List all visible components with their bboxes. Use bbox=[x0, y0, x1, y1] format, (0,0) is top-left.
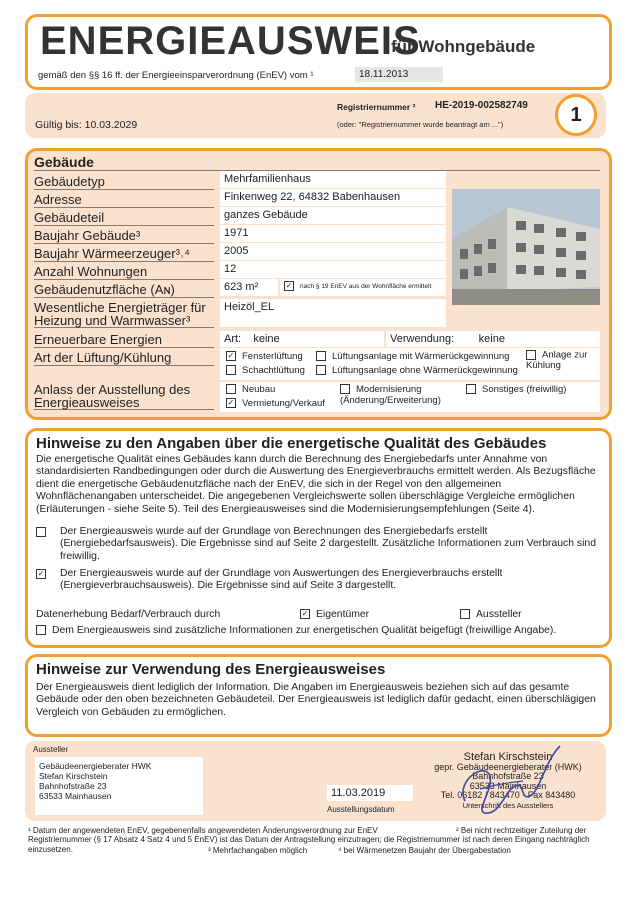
checkbox-new-building[interactable] bbox=[226, 384, 236, 394]
valid-until: Gültig bis: 10.03.2029 bbox=[35, 119, 138, 131]
option-issuer[interactable] bbox=[460, 609, 522, 620]
stamp-line: gepr. Gebäudeenergieberater (HWK) bbox=[434, 761, 582, 772]
option-shaft-ventilation[interactable] bbox=[226, 364, 305, 378]
option-no-heat-recovery-text: Lüftungsanlage ohne Wärmerückgewinnung bbox=[332, 365, 518, 376]
checkbox-consumption-certificate[interactable] bbox=[36, 569, 52, 580]
issuer-line: Stefan Kirschstein bbox=[39, 771, 108, 781]
renewable-type bbox=[220, 331, 384, 347]
option-new-building-text: Neubau bbox=[242, 384, 276, 395]
checkbox-demand-certificate[interactable] bbox=[36, 527, 52, 538]
building-photo bbox=[452, 189, 600, 305]
checkbox-demand-box bbox=[36, 527, 46, 537]
checkbox-other[interactable] bbox=[466, 384, 476, 394]
checkbox-owner[interactable]: ✓ bbox=[301, 609, 309, 619]
option-extra-info-text: Dem Energieausweis sind zusätzliche Informationen zur energetischen Qualität beigefügt (freiwillige Angabe). bbox=[52, 625, 557, 636]
law-reference: gemäß den §§ 16 ff. der Energieeinsparverordnung (EnEV) vom ¹ bbox=[38, 70, 314, 81]
registration-band bbox=[25, 93, 606, 138]
option-shaft-ventilation-text: Schachtlüftung bbox=[242, 365, 305, 376]
stamp-line: Bahnhofstraße 23 bbox=[472, 771, 544, 781]
value-floor-area: 623 m² bbox=[220, 279, 278, 296]
label-year-built: Baujahr Gebäude³ bbox=[34, 229, 214, 244]
issue-date: 11.03.2019 bbox=[327, 785, 413, 801]
issuer-address bbox=[35, 757, 203, 815]
renewable-use-label: Verwendung: bbox=[390, 333, 455, 345]
registration-note: (oder: "Registriernummer wurde beantragt am ...") bbox=[337, 120, 504, 129]
label-year-heater: Baujahr Wärmeerzeuger³˒⁴ bbox=[34, 247, 214, 262]
issue-date-label: Ausstellungsdatum bbox=[327, 805, 395, 814]
option-window-ventilation[interactable] bbox=[226, 350, 303, 364]
option-owner-text: Eigentümer bbox=[316, 609, 370, 620]
label-renewables: Erneuerbare Energien bbox=[34, 333, 214, 348]
checkbox-consumption-box: ✓ bbox=[37, 569, 45, 579]
checkbox-rent-sale[interactable]: ✓ bbox=[227, 398, 235, 408]
usage-title: Hinweise zur Verwendung des Energieausweises bbox=[36, 661, 386, 678]
stamp-line: 63533 Mainhausen bbox=[469, 780, 547, 791]
issuer-label: Aussteller bbox=[33, 745, 69, 754]
value-year-built: 1971 bbox=[220, 225, 446, 242]
issuer-line: Gebäudeenergieberater HWK bbox=[39, 761, 152, 771]
hints-paragraph: Die energetische Qualität eines Gebäudes kann durch die Berechnung des Energiebedarfs unter Annahme von standardisierten Randbedingungen oder durch die Auswertung des Energieverbrauchs ermittelt werden. Als Bezugsfläche dient die energetische Gebäudenutzfläche nach der EnEV, die sich in der Regel von den allgemeinen Wohnflächenangaben unterscheidet. Die angegebenen Vergleichswerte sollen überschlägige Vergleiche ermöglichen (Erläuterungen - siehe Seite 5). Teil des Energieausweises sind die Modernisierungsempfehlungen (Seite 4). bbox=[36, 454, 596, 515]
signature-label: Unterschrift des Ausstellers bbox=[462, 800, 554, 810]
data-collection-label: Datenerhebung Bedarf/Verbrauch durch bbox=[36, 609, 221, 620]
option-modernisation[interactable] bbox=[340, 384, 460, 406]
option-heat-recovery[interactable] bbox=[316, 350, 509, 364]
renewable-type-value: keine bbox=[253, 333, 280, 345]
option-rent-sale-text: Vermietung/Verkauf bbox=[242, 398, 325, 409]
option-extra-info[interactable] bbox=[36, 625, 556, 636]
value-building-type: Mehrfamilienhaus bbox=[220, 171, 446, 188]
option-cooling-text: Anlage zur Kühlung bbox=[526, 349, 588, 371]
option-new-building[interactable] bbox=[226, 384, 275, 395]
hints-section bbox=[25, 428, 612, 648]
usage-paragraph: Der Energieausweis dient lediglich der Information. Die Angaben im Energieausweis beziehen sich auf das gesamte Gebäude oder den oben bezeichneten Gebäudeteil. Der Energieausweis ist lediglich dafür gedacht, einen überschlägigen Vergleich von Gebäuden zu ermöglichen. bbox=[36, 682, 596, 718]
renewable-use bbox=[386, 331, 600, 347]
ventilation-options bbox=[220, 348, 600, 380]
option-rent-sale[interactable] bbox=[226, 398, 325, 409]
checkbox-issuer[interactable] bbox=[460, 609, 470, 619]
option-owner[interactable] bbox=[300, 609, 369, 620]
issuer-section bbox=[25, 741, 606, 821]
value-building-part: ganzes Gebäude bbox=[220, 207, 446, 224]
checkbox-area-calc[interactable]: ✓ bbox=[285, 281, 293, 291]
option-cooling[interactable] bbox=[526, 350, 596, 371]
registration-number: HE-2019-002582749 bbox=[435, 100, 528, 111]
option-heat-recovery-text: Lüftungsanlage mit Wärmerückgewinnung bbox=[332, 351, 510, 362]
checkbox-cooling[interactable] bbox=[526, 350, 536, 360]
footnote-2-wrapped bbox=[28, 826, 606, 854]
document-title: ENERGIEAUSWEIS bbox=[40, 19, 421, 63]
footnote-2-text: ² Bei nicht rechtzeitiger Zuteilung der Registriernummer (§ 17 Absatz 4 Satz 4 und 5 EnEV) ist das Datum der Antragstellung einzutragen; die Registriernummer ist nach deren Eingang nachträglich einzusetzen. bbox=[28, 826, 590, 854]
checkbox-no-heat-recovery[interactable] bbox=[316, 365, 326, 375]
label-reason: Anlass der Ausstellung des Energieausweises bbox=[34, 383, 214, 410]
option-issuer-text: Aussteller bbox=[476, 609, 522, 620]
value-units: 12 bbox=[220, 261, 446, 278]
value-year-heater: 2005 bbox=[220, 243, 446, 260]
checkbox-extra-info[interactable] bbox=[36, 625, 46, 635]
value-address: Finkenweg 22, 64832 Babenhausen bbox=[220, 189, 446, 206]
document-subtitle: für Wohngebäude bbox=[391, 37, 536, 56]
renewable-use-value: keine bbox=[478, 333, 505, 345]
label-building-type: Gebäudetyp bbox=[34, 175, 214, 190]
label-address: Adresse bbox=[34, 193, 214, 208]
footnote-1: ¹ Datum der angewendeten EnEV, gegebenenfalls angewendeten Änderungsverordnung zur EnEV bbox=[28, 826, 378, 835]
checkbox-window-ventilation[interactable]: ✓ bbox=[227, 351, 235, 361]
footnote-4: ⁴ bei Wärmenetzen Baujahr der Übergabestation bbox=[338, 846, 511, 855]
stamp-line: Tel. 06182 / 843470 · Fax 843480 bbox=[440, 790, 576, 800]
label-building-part: Gebäudeteil bbox=[34, 211, 214, 226]
usage-section bbox=[25, 654, 612, 737]
area-calc-text: nach § 19 EnEV aus der Wohnfläche ermittelt bbox=[300, 283, 432, 290]
reason-options bbox=[220, 382, 600, 412]
consumption-certificate-text: Der Energieausweis wurde auf der Grundlage von Auswertungen des Energieverbrauchs erstellt (Energieverbrauchsausweis). Die Ergebnisse sind auf Seite 3 dargestellt. bbox=[60, 568, 503, 592]
label-floor-area: Gebäudenutzfläche (Aɴ) bbox=[34, 283, 214, 298]
issuer-line: 63533 Mainhausen bbox=[39, 791, 112, 801]
label-ventilation: Art der Lüftung/Kühlung bbox=[34, 351, 214, 366]
hints-title: Hinweise zu den Angaben über die energetische Qualität des Gebäudes bbox=[36, 435, 547, 452]
option-window-ventilation-text: Fensterlüftung bbox=[242, 351, 303, 362]
stamp-line: Stefan Kirschstein bbox=[463, 751, 553, 763]
signature bbox=[445, 741, 565, 819]
option-other[interactable] bbox=[466, 384, 566, 395]
page-number-badge: 1 bbox=[555, 94, 597, 136]
label-energy-carrier: Wesentliche Energieträger für Heizung und Warmwasser³ bbox=[34, 301, 214, 328]
renewable-type-label: Art: bbox=[224, 333, 242, 345]
value-energy-carrier: Heizöl_EL bbox=[220, 299, 446, 327]
header-box bbox=[25, 14, 612, 90]
footnote-3: ³ Mehrfachangaben möglich bbox=[208, 846, 308, 855]
option-other-text: Sonstiges (freiwillig) bbox=[482, 384, 567, 395]
law-date: 18.11.2013 bbox=[355, 67, 443, 82]
checkbox-modernisation[interactable] bbox=[340, 384, 350, 394]
issuer-line: Bahnhofstraße 23 bbox=[39, 781, 107, 791]
option-no-heat-recovery[interactable] bbox=[316, 364, 518, 378]
building-title: Gebäude bbox=[34, 154, 600, 171]
registration-label: Registriernummer ² bbox=[337, 102, 416, 112]
checkbox-heat-recovery[interactable] bbox=[316, 351, 326, 361]
area-calc-check[interactable] bbox=[280, 279, 446, 296]
checkbox-shaft-ventilation[interactable] bbox=[226, 365, 236, 375]
building-section bbox=[25, 148, 612, 420]
option-modernisation-text: Modernisierung (Änderung/Erweiterung) bbox=[340, 384, 441, 406]
demand-certificate-text: Der Energieausweis wurde auf der Grundlage von Berechnungen des Energiebedarfs erstellt (Energiebedarfsausweis). Die Ergebnisse sind auf Seite 2 dargestellt. Zusätzliche Informationen zum Verbrauch sind freiwillig. bbox=[60, 526, 596, 562]
label-units: Anzahl Wohnungen bbox=[34, 265, 214, 280]
